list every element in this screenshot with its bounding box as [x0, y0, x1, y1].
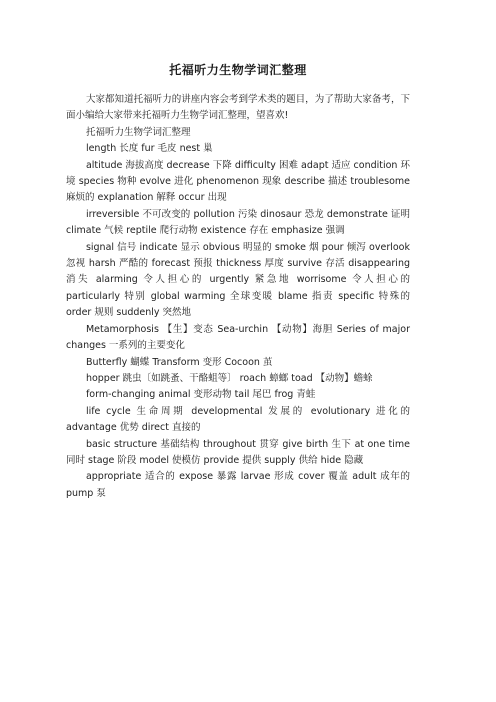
- section-heading: 托福听力生物学词汇整理: [85, 126, 191, 138]
- vocab-paragraph: irreversible 不可改变的 pollution 污染 dinosaur 恐龙 demonstrate 证明 climate 气候 reptile 爬行动物 existence 存在 emphasize 强调: [66, 208, 410, 237]
- document-title: 托福听力生物学词汇整理: [169, 63, 307, 77]
- vocab-paragraph: life cycle 生命周期 developmental 发展的 evolutionary 进化的 advantage 优势 direct 直接的: [66, 405, 410, 434]
- vocab-paragraph: hopper 跳虫〔如跳蚤、干酪蛆等〕 roach 蟑螂 toad 【动物】蟾蜍: [85, 372, 373, 384]
- vocab-paragraph: Metamorphosis 【生】变态 Sea-urchin 【动物】海胆 Series of major changes 一系列的主要变化: [66, 323, 410, 352]
- vocab-paragraph: length 长度 fur 毛皮 nest 巢: [85, 143, 213, 155]
- vocab-paragraph: signal 信号 indicate 显示 obvious 明显的 smoke 烟 pour 倾泻 overlook 忽视 harsh 严酷的 forecast 预报 thickness 厚度 survive 存活 disappearing 消失 alarming 令人担心的 urgently 紧急地 worrisome 令人担心的 particularly 特别 global warming 全球变暖 blame 指责 specific 特殊的 order 规则 suddenly 突然地: [66, 241, 410, 319]
- intro-paragraph: 大家都知道托福听力的讲座内容会考到学术类的题目，为了帮助大家备考，下面小编给大家带来托福听力生物学词汇整理，望喜欢!: [66, 94, 410, 122]
- vocab-paragraph: altitude 海拔高度 decrease 下降 difficulty 困难 adapt 适应 condition 环境 species 物种 evolve 进化 phenomenon 现象 describe 描述 troublesome 麻烦的 explanation 解释 occur 出现: [66, 159, 410, 204]
- vocab-paragraph: basic structure 基础结构 throughout 贯穿 give birth 生下 at one time 同时 stage 阶段 model 使模仿 provide 提供 supply 供给 hide 隐藏: [66, 438, 410, 466]
- vocab-paragraph: appropriate 适合的 expose 暴露 larvae 形成 cover 覆盖 adult 成年的 pump 泵: [66, 471, 410, 499]
- vocab-paragraph: Butterfly 蝴蝶 Transform 变形 Cocoon 茧: [85, 356, 273, 368]
- vocab-paragraph: form-changing animal 变形动物 tail 尾巴 frog 青蛙: [85, 389, 316, 401]
